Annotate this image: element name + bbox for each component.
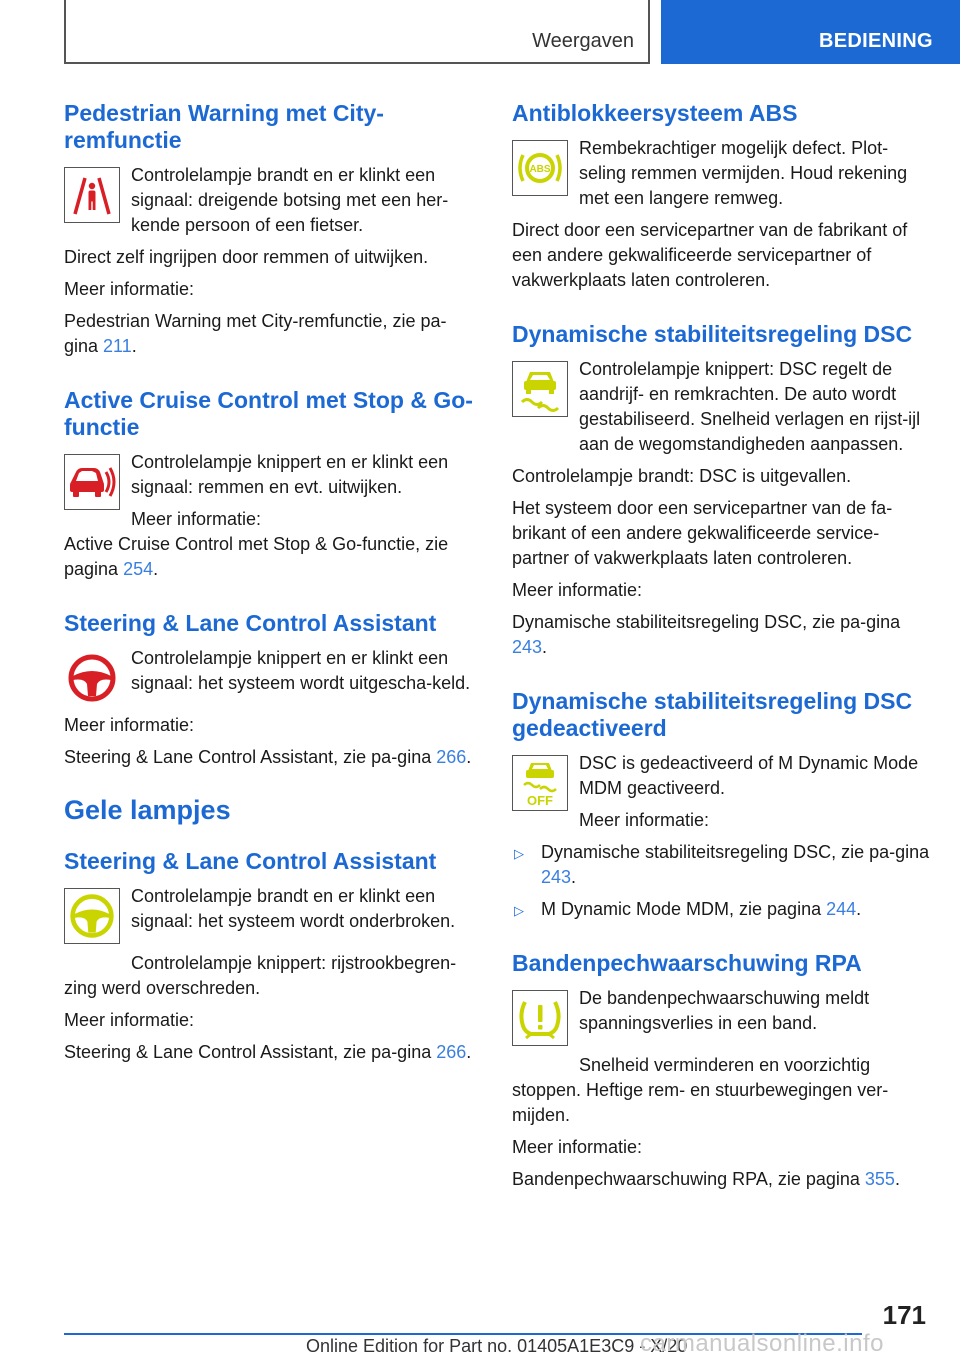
header-chapter-tab bbox=[661, 0, 960, 64]
indicator-description: Controlelampje brandt en er klinkt een signaal: het systeem wordt onderbroken. bbox=[131, 886, 456, 931]
left-column bbox=[64, 100, 478, 1065]
page-footer bbox=[0, 1300, 960, 1362]
cross-reference: Steering & Lane Control Assistant, zie pa-gina 266. bbox=[64, 747, 472, 767]
more-info-label: Meer informatie: bbox=[131, 509, 262, 529]
page-link[interactable]: 211 bbox=[103, 336, 132, 356]
page-link[interactable]: 243 bbox=[541, 867, 572, 887]
section-title: Steering & Lane Control Assistant bbox=[64, 848, 437, 874]
page-link[interactable]: 243 bbox=[512, 637, 543, 657]
page-link[interactable]: 266 bbox=[436, 1042, 467, 1062]
section-yellow-lights bbox=[64, 794, 478, 826]
more-info-label: Meer informatie: bbox=[64, 715, 195, 735]
dsc-off-icon-label: OFF bbox=[527, 793, 553, 807]
page-link[interactable]: 254 bbox=[123, 559, 154, 579]
steering-wheel-red-icon bbox=[64, 650, 120, 706]
chapter-heading: Gele lampjes bbox=[64, 795, 231, 825]
cross-reference: Bandenpechwaarschuwing RPA, zie pagina 355. bbox=[512, 1169, 900, 1189]
tire-pressure-warning-icon bbox=[512, 990, 568, 1046]
section-title: Bandenpechwaarschuwing RPA bbox=[512, 950, 862, 976]
section-abs bbox=[512, 100, 932, 293]
instruction-text: Controlelampje brandt: DSC is uitgevallen. bbox=[512, 466, 852, 486]
section-title: Antiblokkeersysteem ABS bbox=[512, 100, 798, 126]
steering-wheel-yellow-icon bbox=[64, 888, 120, 944]
header-section-box bbox=[64, 0, 650, 64]
triangle-bullet-icon: ▷ bbox=[514, 846, 524, 861]
page-number: 171 bbox=[882, 1300, 926, 1330]
cross-reference: Steering & Lane Control Assistant, zie pa-gina 266. bbox=[64, 1042, 472, 1062]
section-dsc-off bbox=[512, 688, 932, 922]
triangle-bullet-icon: ▷ bbox=[514, 903, 524, 918]
more-info-label: Meer informatie: bbox=[64, 279, 195, 299]
section-steering-lane-yellow bbox=[64, 848, 478, 1065]
cross-reference: Pedestrian Warning met City-remfunctie, zie pa-gina 211. bbox=[64, 311, 447, 356]
indicator-description: Controlelampje knippert en er klinkt een signaal: het systeem wordt uitgescha-keld. bbox=[131, 648, 471, 693]
indicator-description: Controlelampje knippert en er klinkt een signaal: remmen en evt. uitwijken. bbox=[131, 452, 449, 497]
dsc-icon bbox=[512, 361, 568, 417]
abs-icon-label: ABS bbox=[529, 164, 551, 175]
reference-list bbox=[512, 840, 932, 922]
section-dsc bbox=[512, 321, 932, 660]
indicator-description: Rembekrachtiger mogelijk defect. Plot-seling remmen vermijden. Houd rekening met een langere remweg. bbox=[579, 138, 908, 208]
more-info-label: Meer informatie: bbox=[64, 1010, 195, 1030]
page-link[interactable]: 244 bbox=[826, 899, 857, 919]
section-pedestrian-warning bbox=[64, 100, 478, 359]
header-section-label: Weergaven bbox=[532, 30, 634, 52]
section-title: Dynamische stabiliteitsregeling DSC gedeactiveerd bbox=[512, 688, 913, 741]
indicator-description: De bandenpechwaarschuwing meldt spanningsverlies in een band. bbox=[579, 988, 870, 1033]
section-title: Active Cruise Control met Stop & Go-functie bbox=[64, 387, 473, 440]
section-title: Steering & Lane Control Assistant bbox=[64, 610, 437, 636]
edition-text: Online Edition for Part no. 01405A1E3C9 - X/20 bbox=[306, 1336, 688, 1356]
section-title: Pedestrian Warning met City-remfunctie bbox=[64, 100, 384, 153]
list-item: ▷ Dynamische stabiliteitsregeling DSC, zie pa-gina 243. bbox=[514, 842, 930, 887]
more-info-label: Meer informatie: bbox=[512, 1137, 643, 1157]
section-rpa bbox=[512, 950, 932, 1192]
indicator-description: Controlelampje brandt en er klinkt een signaal: dreigende botsing met een her-kende persoon of een fietser. bbox=[131, 165, 449, 235]
list-item: ▷ M Dynamic Mode MDM, zie pagina 244. bbox=[512, 897, 932, 922]
section-steering-lane-red bbox=[64, 610, 478, 770]
active-cruise-control-icon bbox=[64, 454, 120, 510]
dsc-off-icon bbox=[512, 755, 568, 811]
indicator-description-2: Snelheid verminderen en voorzichtig stoppen. Heftige rem- en stuurbewegingen ver-mijden. bbox=[512, 1055, 889, 1125]
header-chapter-label: BEDIENING bbox=[819, 30, 933, 52]
more-info-label: Meer informatie: bbox=[579, 810, 710, 830]
watermark: carmanualsonline.info bbox=[640, 1330, 884, 1357]
instruction-text: Direct zelf ingrijpen door remmen of uitwijken. bbox=[64, 247, 429, 267]
page-header bbox=[0, 0, 960, 64]
indicator-description: Controlelampje knippert: DSC regelt de aandrijf- en remkrachten. De auto wordt gestabiliseerd. Snelheid verlagen en rijst-ijl aan de wegomstandigheden aanpassen. bbox=[579, 359, 921, 454]
more-info-label: Meer informatie: bbox=[512, 580, 643, 600]
right-column bbox=[512, 100, 932, 1192]
page-link[interactable]: 355 bbox=[864, 1169, 895, 1189]
pedestrian-warning-icon bbox=[64, 167, 120, 223]
section-title: Dynamische stabiliteitsregeling DSC bbox=[512, 321, 913, 347]
indicator-description-2: Controlelampje knippert: rijstrookbegren-zing werd overschreden. bbox=[64, 953, 457, 998]
page-link[interactable]: 266 bbox=[436, 747, 467, 767]
section-active-cruise-control bbox=[64, 387, 478, 582]
cross-reference: Active Cruise Control met Stop & Go-functie, zie pagina 254. bbox=[64, 534, 449, 579]
cross-reference: Dynamische stabiliteitsregeling DSC, zie pa-gina 243. bbox=[512, 612, 901, 657]
instruction-text: Direct door een servicepartner van de fabrikant of een andere gekwalificeerde servicepartner of vakwerkplaats laten controleren. bbox=[512, 220, 908, 290]
abs-icon bbox=[512, 140, 568, 196]
instruction-text: Het systeem door een servicepartner van de fa-brikant of een andere gekwalificeerde service-partner of vakwerkplaats laten controleren. bbox=[512, 498, 893, 568]
indicator-description: DSC is gedeactiveerd of M Dynamic Mode MDM geactiveerd. bbox=[579, 753, 919, 798]
